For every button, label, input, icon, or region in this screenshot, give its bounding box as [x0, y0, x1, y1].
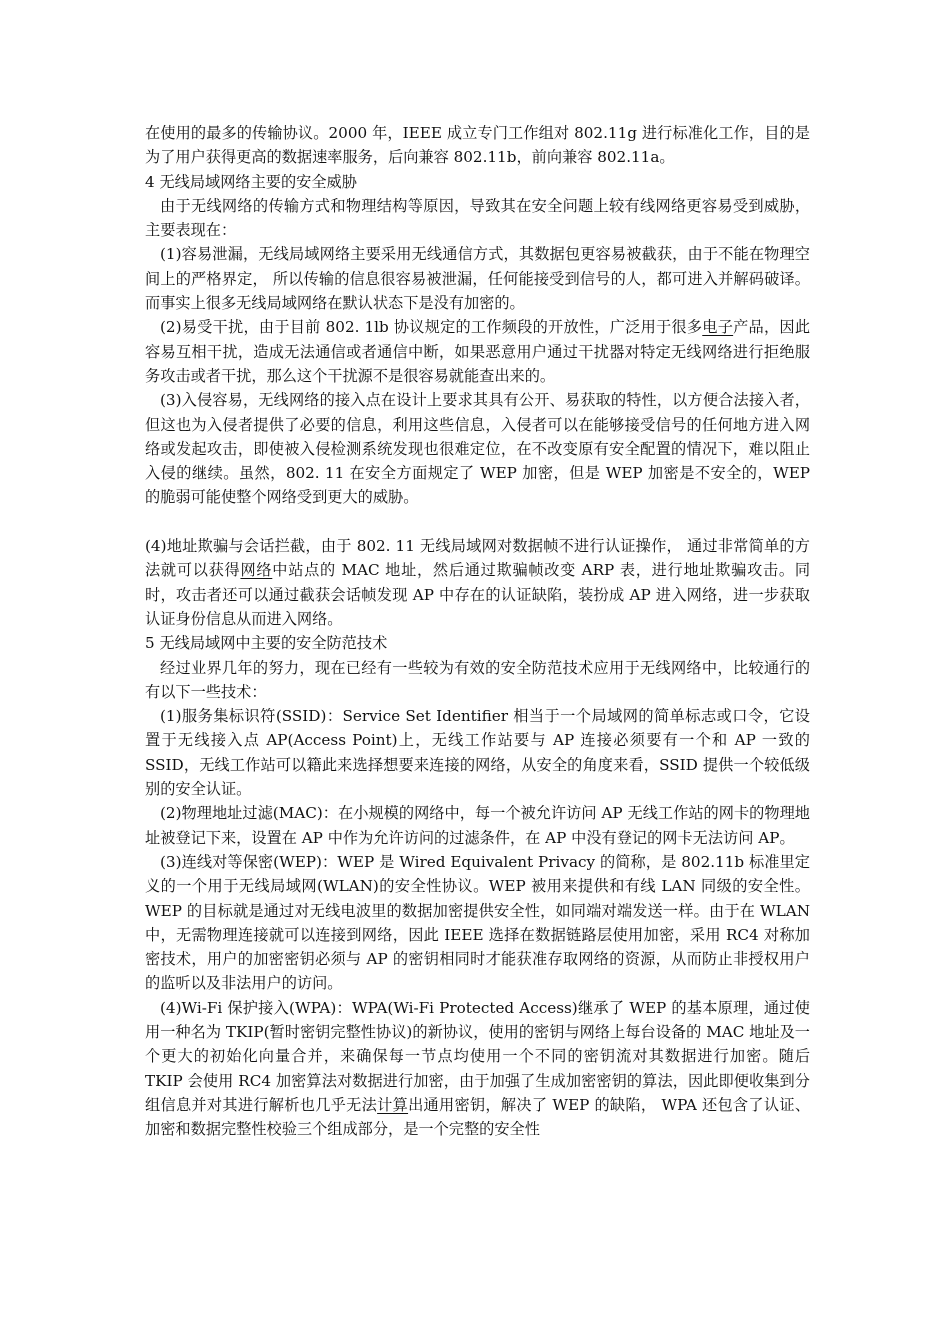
- paragraph: [145, 315, 810, 388]
- inline-link[interactable]: 计算: [377, 1095, 409, 1114]
- paragraph: (1)服务集标识符(SSID)：Service Set Identifier 相当于一个局域网的简单标志或口令，它设置于无线接入点 AP(Access Point)上，无线工作站要与 AP 连接必须要有一个和 AP 一致的 SSID，无线工作站可以籍此来选择想要来连接的网络，从安全的角度来看，SSID 提供一个较低级别的安全认证。: [145, 707, 810, 799]
- paragraph: 由于无线网络的传输方式和物理结构等原因，导致其在安全问题上较有线网络更容易受到威胁，主要表现在：: [145, 196, 810, 240]
- paragraph: 在使用的最多的传输协议。2000 年，IEEE 成立专门工作组对 802.11g 进行标准化工作，目的是为了用户获得更高的数据速率服务，后向兼容 802.11b，前向兼容 802.11a。: [145, 124, 810, 167]
- text-run: (4)Wi-Fi 保护接入(WPA)：WPA(Wi-Fi Protected Access)继承了 WEP 的基本原理，通过使用一种名为 TKIP(暂时密钥完整性协议)的新协议，使用的密钥与网络上每台设备的 MAC 地址及一个更大的初始化向量合并，来确保每一节点均使用一个不同的密钥流对其数据进行加密。随后 TKIP 会使用 RC4 加密算法对数据进行加密，由于加强了生成加密密钥的算法，因此即便收集到分组信息并对其进行解析也几乎无法: [145, 998, 810, 1114]
- paragraph: [145, 534, 810, 631]
- text-run: (4)地址欺骗与会话拦截，由于 802. 11 无线局域网对数据帧不进行认证操作， 通过非常简单的方法就可以获得: [145, 537, 810, 580]
- paragraph: 经过业界几年的努力，现在已经有一些较为有效的安全防范技术应用于无线网络中，比较通行的有以下一些技术：: [145, 658, 810, 701]
- inline-link[interactable]: 网络: [240, 561, 273, 580]
- section-heading: 5 无线局域网中主要的安全防范技术: [145, 634, 388, 653]
- paragraph: [145, 996, 810, 1142]
- text-run: 中站点的 MAC 地址，然后通过欺骗帧改变 ARP 表，进行地址欺骗攻击。同时，攻击者还可以通过截获会话帧发现 AP 中存在的认证缺陷，装扮成 AP 进入网络，进一步获取认证身份信息从而进入网络。: [145, 561, 811, 628]
- text-run: 出通用密钥，解决了 WEP 的缺陷， WPA 还包含了认证、加密和数据完整性校验三个组成部分，是一个完整的安全性: [145, 1095, 811, 1139]
- paragraph: (3)连线对等保密(WEP)：WEP 是 Wired Equivalent Privacy 的简称，是 802.11b 标准里定义的一个用于无线局域网(WLAN)的安全性协议。WEP 被用来提供和有线 LAN 同级的安全性。WEP 的目标就是通过对无线电波里的数据加密提供安全性，如同端对端发送一样。由于在 WLAN 中，无需物理连接就可以连接到网络，因此 IEEE 选择在数据链路层使用加密，采用 RC4 对称加密技术，用户的加密密钥必须与 AP 的密钥相同时才能获准存取网络的资源，从而防止非授权用户的监听以及非法用户的访问。: [145, 852, 810, 993]
- inline-link[interactable]: 电子: [702, 318, 734, 337]
- document-body: [145, 121, 810, 1141]
- paragraph: (1)容易泄漏，无线局域网络主要采用无线通信方式，其数据包更容易被截获，由于不能在物理空间上的严格界定， 所以传输的信息很容易被泄漏，任何能接受到信号的人，都可进入并解码破译。而事实上很多无线局域网络在默认状态下是没有加密的。: [145, 245, 810, 313]
- paragraph: (3)入侵容易，无线网络的接入点在设计上要求其具有公开、易获取的特性，以方便合法接入者，但这也为入侵者提供了必要的信息，利用这些信息，入侵者可以在能够接受信号的任何地方进入网络或发起攻击，即使被入侵检测系统发现也很难定位，在不改变原有安全配置的情况下，难以阻止入侵的继续。虽然，802. 11 在安全方面规定了 WEP 加密，但是 WEP 加密是不安全的，WEP 的脆弱可能使整个网络受到更大的威胁。: [145, 391, 810, 507]
- text-run: (2)易受干扰，由于目前 802. 1lb 协议规定的工作频段的开放性，广泛用于很多: [160, 318, 703, 337]
- paragraph: (2)物理地址过滤(MAC)：在小规模的网络中，每一个被允许访问 AP 无线工作站的网卡的物理地址被登记下来，设置在 AP 中作为允许访问的过滤条件，在 AP 中没有登记的网卡无法访问 AP。: [145, 804, 810, 847]
- text-run: 产品，因此容易互相干扰，造成无法通信或者通信中断，如果恶意用户通过干扰器对特定无线网络进行拒绝服务攻击或者干扰，那么这个干扰源不是很容易就能查出来的。: [145, 318, 811, 385]
- blank-line: [145, 510, 810, 534]
- section-heading: 4 无线局域网络主要的安全威胁: [145, 172, 357, 191]
